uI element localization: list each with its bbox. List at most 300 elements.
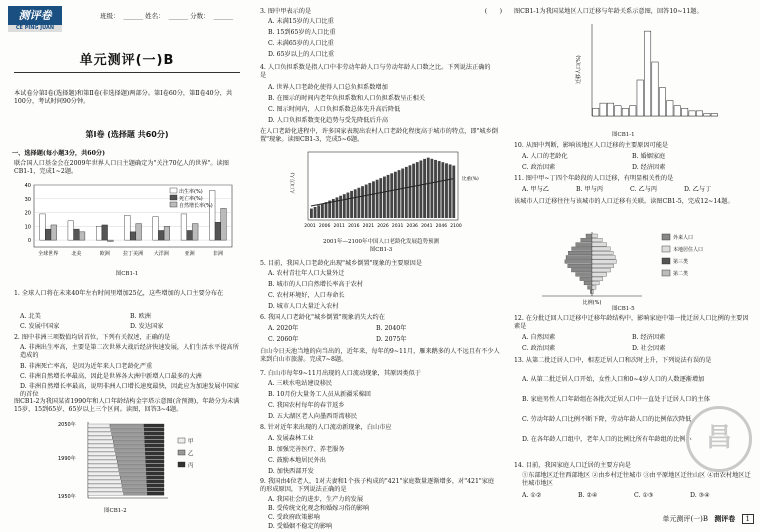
age-band: [88, 436, 112, 439]
legend-label: 本地居住人口: [673, 247, 704, 253]
legend-label: 乙: [188, 451, 194, 457]
y-tick-label: 40: [24, 183, 31, 189]
age-band: [115, 448, 145, 451]
population-bar: [328, 201, 331, 218]
population-bar: [321, 204, 324, 218]
migration-bar: [681, 108, 687, 116]
population-bar: [361, 186, 364, 218]
bar-出生率: [209, 191, 215, 241]
bar-死亡率: [187, 230, 193, 240]
population-bar: [376, 180, 379, 218]
q14-choices: ①东部地区迁往西部地区 ②由乡村迁往城市 ③由平原地区迁往山区 ④由农村地区迁往城市地区: [522, 472, 751, 488]
population-bar: [372, 181, 375, 218]
header-fields: 班级： ______ 姓名： ______ 分数： ______: [100, 12, 234, 20]
bar-自然增长率: [136, 224, 142, 241]
age-band: [145, 448, 164, 451]
age-band: [145, 436, 164, 439]
q3-stem: 3. 图中甲表示的是: [260, 8, 312, 15]
population-bar: [379, 178, 382, 218]
bar-死亡率: [130, 232, 136, 240]
population-bar: [310, 209, 313, 218]
age-band: [123, 488, 147, 491]
y-tick-label: 0: [27, 238, 31, 245]
age-band: [146, 468, 164, 471]
population-bar: [445, 163, 448, 218]
question-intro: 联合国人口基金会在2009年世界人口日主题确定为"关注70亿人的世界"。读图CB1-1，完成1~2题。: [14, 160, 229, 176]
q12-option-b[interactable]: B. 经济因素: [632, 334, 666, 341]
chart3-caption: 图CB1-3: [369, 247, 393, 253]
population-bar: [394, 172, 397, 218]
age-band: [145, 444, 164, 447]
migration-bar: [615, 106, 621, 116]
bar-自然增长率: [164, 226, 170, 240]
pyramid-bar-left: [584, 281, 592, 285]
q9-stem: 9. 我国由4位老人、1对夫妻和1个孩子构成的"421"家庭数量逐渐增多，对"421"家庭的形成原因，下列说法正确的是: [260, 478, 495, 494]
q2-option-d[interactable]: D. 非洲自然增长率最高，说明非洲人口增长速度最快，因此应为加速发展中国家的首位: [20, 383, 240, 399]
age-band: [144, 432, 164, 435]
q14-option-b[interactable]: B. ②④: [578, 492, 598, 499]
age-band: [88, 472, 120, 475]
age-band: [116, 456, 145, 459]
q12-option-d[interactable]: D. 社会因素: [632, 345, 666, 352]
q10-option-b[interactable]: B. 婚姻家庭: [632, 153, 666, 160]
bar-出生率: [40, 214, 46, 240]
x-tick-label: 拉丁美洲: [122, 251, 144, 257]
legend-swatch: [662, 270, 670, 276]
population-bar: [383, 177, 386, 218]
population-bar: [317, 205, 320, 218]
bar-出生率: [153, 217, 159, 240]
x-tick-label: 欧洲: [99, 251, 110, 257]
q13-option-b[interactable]: B. 家庭男性人口年龄组在各批次迁居人口中一直处于迁居人口的主体: [522, 396, 710, 403]
q10-option-d[interactable]: D. 经济因素: [632, 164, 666, 171]
title-divider: [14, 72, 240, 73]
pyramid-bar-left: [586, 234, 592, 238]
q6-option-d[interactable]: D. 2075年: [376, 336, 407, 343]
q2-option-a[interactable]: A. 非洲出生率高，主要是第二次世界大战后经济快速发展，人们生活水平提高所造成的: [20, 344, 239, 360]
migration-bar: [593, 108, 599, 116]
q9-option-a[interactable]: A. 我国社会的进步，生产力的发展: [268, 496, 364, 503]
age-band: [113, 440, 145, 443]
bar-死亡率: [158, 230, 164, 240]
migration-bar: [644, 31, 650, 116]
pyramid-bar-right: [592, 264, 614, 268]
q3-option-c[interactable]: C. 未满65岁的人口比重: [268, 40, 334, 47]
age-band: [88, 480, 121, 483]
x-tick-label: 2031: [391, 224, 404, 229]
x-tick-label: 2100: [450, 224, 462, 229]
pyramid-bar-left: [588, 286, 592, 290]
q8-option-d[interactable]: D. 加快西部开发: [268, 468, 314, 475]
q2-option-c[interactable]: C. 非洲自然增长率最高，因此是世界各大洲中新增人口最多的大洲: [20, 373, 202, 380]
chart2-caption: 图CB1-2: [104, 508, 127, 514]
answer-blank[interactable]: ( ): [484, 8, 502, 15]
legend-label: 第二类: [673, 271, 689, 277]
population-bar: [452, 166, 455, 218]
q13-option-d[interactable]: D. 在各年龄人口组中，老年人口的比例比所有年龄组的比例小: [522, 436, 692, 443]
x-tick-label: 2036: [406, 224, 418, 229]
q5-option-b[interactable]: B. 城市的人口自然增长率高于农村: [268, 281, 364, 288]
age-band: [147, 484, 164, 487]
class-field[interactable]: 班级：: [100, 12, 120, 20]
x-tick-label: 2011: [333, 224, 345, 229]
q10-option-c[interactable]: C. 政治因素: [522, 164, 556, 171]
q14-option-c[interactable]: C. ①③: [634, 492, 654, 499]
age-band: [88, 464, 118, 467]
q6-stem: 6. 我国人口老龄化"城乡倒置"现象消失大约在: [260, 314, 385, 321]
age-band: [117, 460, 146, 463]
pyramid-bar-left: [566, 256, 592, 260]
age-band: [144, 424, 164, 427]
q10-option-a[interactable]: A. 人口的老龄化: [522, 153, 568, 160]
q1-option-b[interactable]: B. 欧洲: [130, 313, 151, 320]
legend-swatch: [662, 234, 670, 240]
population-bar: [420, 160, 423, 218]
age-band: [147, 476, 164, 479]
x-tick-label: 2016: [348, 224, 360, 229]
age-band: [110, 424, 144, 427]
x-tick-label: 2021: [362, 224, 375, 229]
q13-stem: 13. 从第二批迁居人口中，相差迁居人口和次时上升，下列说法有误的是: [514, 357, 712, 364]
population-bar: [449, 164, 452, 218]
age-band: [147, 480, 164, 483]
age-band: [147, 488, 164, 491]
population-bar: [390, 173, 393, 218]
section-title: 第Ⅰ卷 (选择题 共60分): [85, 130, 169, 139]
pyramid-bar-right: [592, 273, 607, 277]
q11-stem: 11. 图中甲~丁四个年龄段的人口迁移，有明显相关性的是: [514, 175, 674, 182]
age-band: [146, 460, 164, 463]
logo-text: 测评卷: [8, 6, 62, 25]
q13-option-a[interactable]: A. 从第二批迁居人口开始，女性人口和0~4岁人口的人数逐渐增加: [522, 376, 705, 383]
name-field[interactable]: 姓名：: [145, 12, 165, 20]
q9-option-c[interactable]: C. 受政府政策影响: [268, 514, 320, 521]
age-band: [120, 472, 147, 475]
q9-option-d[interactable]: D. 受婚姻不稳定的影响: [268, 523, 333, 530]
year-label: 1950年: [58, 494, 76, 500]
q8-option-c[interactable]: C. 鼓励本地居民外出: [268, 457, 326, 464]
pyramid-bar-left: [581, 238, 592, 242]
age-band: [88, 468, 119, 471]
pyramid-bar-left: [576, 243, 592, 247]
migration-bar: [652, 62, 658, 116]
population-bar: [368, 183, 371, 218]
y2-axis-label: 比重(%): [462, 177, 479, 182]
age-band: [88, 456, 116, 459]
age-band: [88, 428, 111, 431]
migration-bar: [630, 106, 636, 116]
bar-自然增长率: [108, 240, 114, 241]
population-bar: [434, 160, 437, 218]
part-title: 一、选择题(每小题3分，共60分): [12, 150, 106, 157]
chart-caption: 图CB1-1: [115, 271, 139, 277]
population-bar: [343, 194, 346, 218]
age-band: [147, 492, 164, 495]
age-band: [124, 492, 148, 495]
age-band: [88, 484, 122, 487]
pyramid-bar-left: [572, 247, 592, 251]
age-band: [146, 464, 164, 467]
age-band: [111, 428, 144, 431]
bar-自然增长率: [192, 224, 198, 241]
pyramid-bar-right: [592, 277, 603, 281]
q7-stem: 7. 白山市每年9~11月出现的人口流动现象，其原因类似于: [260, 370, 421, 377]
migration-bar: [637, 80, 643, 116]
bar-自然增长率: [221, 208, 227, 240]
year-label: 2050年: [58, 422, 76, 428]
age-band: [116, 452, 146, 455]
age-band: [121, 480, 147, 483]
q6-option-a[interactable]: A. 2020年: [268, 325, 299, 332]
bar-出生率: [96, 226, 102, 240]
bar-死亡率: [102, 225, 108, 240]
x-tick-label: 非洲: [212, 251, 223, 257]
legend-label: 出生率(%): [179, 189, 203, 195]
pyramid-bar-right: [592, 256, 615, 260]
age-band: [112, 436, 144, 439]
migration-bar: [659, 88, 665, 116]
age-band: [122, 484, 147, 487]
q1-option-a[interactable]: A. 北美: [20, 313, 41, 320]
age-band: [88, 440, 113, 443]
q5-stem: 5. 目前，我国人口老龄化出现"城乡倒置"现象的主要原因是: [260, 260, 423, 267]
bar-死亡率: [215, 222, 221, 240]
migration-bar: [622, 108, 628, 116]
y-tick-label: 10: [24, 224, 31, 231]
x-tick-label: 2006: [318, 224, 331, 229]
age-band: [146, 456, 164, 459]
legend-label: 第三类: [673, 259, 689, 265]
x-tick-label: 2001: [304, 224, 316, 229]
q7-option-c[interactable]: C. 我国农村每年的春节返乡: [268, 402, 345, 409]
x-tick-label: 北美: [71, 251, 82, 257]
age-band: [88, 488, 123, 491]
age-band: [118, 464, 146, 467]
q1-option-d[interactable]: D. 发达国家: [130, 323, 164, 330]
footer-title: 单元测评(一)B: [662, 515, 709, 523]
chart4-caption: 图CB1-1: [612, 132, 635, 138]
legend-label: 甲: [188, 439, 194, 445]
chart-cb1-2: [58, 418, 208, 508]
legend-swatch: [662, 246, 670, 252]
column-left: [4, 0, 250, 532]
logo-subtext: CE PING JUAN: [15, 25, 55, 31]
pyramid-bar-left: [568, 251, 592, 255]
population-bar: [405, 167, 408, 218]
pyramid-bar-right: [592, 238, 602, 242]
pyramid-bar-left: [568, 264, 592, 268]
q2-stem: 2. 图中非洲三项数值均居首位，下列有关叙述，正确的是: [14, 334, 171, 341]
population-bar: [416, 162, 419, 218]
q14-stem: 14. 目前，我国家庭人口迁居的主要方向是: [514, 462, 631, 469]
pyramid-bar-left: [580, 277, 592, 281]
legend-label: 死亡率(%): [179, 196, 203, 202]
page-number: 1: [742, 514, 754, 524]
bar-自然增长率: [51, 225, 57, 240]
footer-brand: 测评卷: [714, 514, 736, 523]
age-band: [88, 476, 120, 479]
legend-swatch: [178, 438, 185, 443]
pyramid-bar-right: [592, 286, 596, 290]
population-bar: [430, 159, 433, 218]
q3-option-d[interactable]: D. 65岁以上的人口比重: [268, 51, 335, 58]
legend-label: 丙: [188, 463, 194, 469]
age-band: [114, 444, 145, 447]
population-bar: [347, 193, 350, 218]
age-band: [119, 468, 146, 471]
q14-option-a[interactable]: A. ①②: [522, 492, 542, 499]
population-bar: [325, 202, 328, 218]
population-bar: [409, 165, 412, 218]
bar-自然增长率: [79, 232, 85, 240]
page-footer: [662, 514, 754, 524]
age-band: [88, 432, 112, 435]
pyramid-bar-right: [592, 243, 607, 247]
population-bar: [354, 189, 357, 218]
q4-option-b[interactable]: B. 在图示的时间内老年负担系数和人口负担系数呈正相关: [268, 95, 425, 102]
y-axis-label: 迁移人口(%): [576, 55, 582, 84]
chart-cb1-1: [12, 183, 234, 267]
q12-option-a[interactable]: A. 自然因素: [522, 334, 556, 341]
bar-出生率: [181, 214, 187, 240]
legend-swatch: [178, 462, 185, 467]
q2-option-b[interactable]: B. 非洲死亡率高，是因为近年来人口老龄化严重: [20, 363, 153, 370]
chart5-caption: 图CB1-5: [612, 306, 635, 312]
q1-stem: 1. 全球人口将在未来40年左右时间里增加25亿，这些增加的人口主要分布在: [14, 290, 224, 297]
population-bar: [412, 164, 415, 218]
q4-stem: 4. 人口负担系数是指人口中非劳动年龄人口与劳动年龄人口数之比。下列说法正确的是: [260, 64, 491, 80]
legend-swatch: [170, 195, 177, 200]
migration-bar: [600, 103, 606, 116]
q3-option-b[interactable]: B. 15到65岁的人口比重: [268, 29, 336, 36]
age-band: [112, 432, 145, 435]
q7-option-d[interactable]: D. 五大湖区老人向墨西哥湾移民: [268, 413, 358, 420]
bar-出生率: [68, 221, 74, 240]
legend-swatch: [170, 202, 177, 207]
year-label: 1990年: [58, 456, 76, 462]
age-band: [145, 452, 164, 455]
q11-option-c[interactable]: C. 乙与丙: [630, 186, 658, 193]
age-band: [120, 476, 146, 479]
population-bar: [423, 159, 426, 218]
migration-bar: [704, 113, 710, 116]
bar-出生率: [125, 215, 131, 240]
q8-option-b[interactable]: B. 加强完善医疗、养老服务: [268, 446, 345, 453]
pyramid-bar-right: [592, 260, 616, 264]
q6-option-b[interactable]: B. 2040年: [376, 325, 407, 332]
chart-cb1-3: [286, 150, 486, 240]
migration-bar: [696, 111, 702, 116]
q4-option-a[interactable]: A. 世界人口老龄化使得人口总负担系数增加: [268, 84, 388, 91]
migration-bar: [667, 101, 673, 116]
q9-option-b[interactable]: B. 受传统文化观念和婚嫁习俗的影响: [268, 505, 370, 512]
population-bar: [314, 207, 317, 218]
score-field[interactable]: 分数：: [190, 12, 210, 20]
pyramid-bar-left: [576, 273, 592, 277]
q4-option-c[interactable]: C. 图示时间内，人口负担系数总体先升高后降低: [268, 106, 401, 113]
q7-option-b[interactable]: B. 10月份大量务工人员从新疆采棉回: [268, 391, 371, 398]
migration-bar: [689, 111, 695, 116]
x-tick-label: 亚洲: [184, 251, 195, 257]
population-bar: [339, 196, 342, 218]
q13-option-c[interactable]: C. 劳动年龄人口比例不断下降，劳动年龄人口的比例依次降低: [522, 416, 692, 423]
q5-option-c[interactable]: C. 农村环境好，人口寿命长: [268, 292, 345, 299]
q3-intro: 图CB1-2为我国某省1990年和人口年龄结构金字塔示意图(含预测)，年龄分为未满15岁、15到65岁、65岁以上三个区间。读图，回答3~4题。: [14, 398, 240, 414]
q7-intro: 白山今日天池当地的向当出的，近年来，每年的9~11月，雁来鹅多的人不远且有不少人来到白山市旅游。完成7~8题。: [260, 348, 500, 364]
q11-option-a[interactable]: A. 甲与乙: [522, 186, 549, 193]
pyramid-bar-right: [592, 281, 599, 285]
legend-swatch: [662, 258, 670, 264]
pyramid-bar-left: [571, 268, 592, 272]
age-band: [88, 492, 124, 495]
q12-stem: 12. 在分批迁回人口迁移中迁移年龄结构中，影响家庭中第一批迁居人口比例的主要因素是: [514, 315, 749, 331]
x-axis-label: 比例(%): [582, 300, 602, 306]
pyramid-bar-left: [590, 290, 592, 294]
y-tick-label: 20: [24, 210, 31, 217]
q5-option-a[interactable]: A. 农村青壮年人口大量外迁: [268, 270, 345, 277]
q12-intro: 该城市人口迁移往往与该城市的人口迁移有关联。读图CB1-5，完成12~14题。: [514, 198, 734, 205]
column-middle: [256, 0, 506, 532]
legend-label: 外来人口: [673, 235, 694, 241]
q1-option-c[interactable]: C. 发展中国家: [20, 323, 60, 330]
population-bar: [401, 169, 404, 219]
age-band: [145, 440, 164, 443]
pyramid-bar-right: [592, 247, 610, 251]
q5-option-d[interactable]: D. 城市人口大量迁入农村: [268, 303, 339, 310]
q8-option-a[interactable]: A. 发展森林工业: [268, 435, 314, 442]
age-band: [88, 448, 115, 451]
population-bar: [350, 191, 353, 218]
population-bar: [365, 185, 368, 218]
chart4-intro: 图CB1-1为我国某地区人口迁移与年龄关系示意图，回答10~11题。: [514, 8, 703, 15]
q12-option-c[interactable]: C. 政治因素: [522, 345, 556, 352]
pyramid-bar-right: [592, 268, 611, 272]
population-bar: [398, 170, 401, 218]
q8-stem: 8. 针对近年来出现的人口流动新现象，白山市应: [260, 424, 392, 431]
bar-死亡率: [45, 229, 51, 240]
pyramid-bar-right: [592, 251, 613, 255]
x-tick-label: 2041: [421, 224, 433, 229]
migration-bar: [674, 106, 680, 116]
age-band: [144, 428, 164, 431]
q5-intro: 在人口老龄化进程中，许多国家表现出农村人口老龄化程度高于城市的特点，即"城乡倒置"现象。读图CB1-3，完成5~6题。: [260, 128, 498, 144]
q14-option-d[interactable]: D. ③④: [690, 492, 710, 499]
x-tick-label: 2026: [377, 224, 389, 229]
x-tick-label: 大洋洲: [153, 251, 169, 257]
q4-option-d[interactable]: D. 人口负担系数变化趋势与受先降低后升高: [268, 117, 389, 124]
chart3-note: 2001年—2100年中国人口老龄化发展趋势预测: [323, 239, 439, 245]
pyramid-bar-right: [592, 234, 597, 238]
q11-option-d[interactable]: D. 乙与丁: [684, 186, 712, 193]
school-seal: 昌: [686, 406, 752, 472]
logo: [8, 6, 62, 32]
population-bar: [441, 162, 444, 218]
q6-option-c[interactable]: C. 2060年: [268, 336, 299, 343]
page-title: 单元测评(一)B: [79, 53, 175, 68]
population-bar: [357, 188, 360, 218]
x-tick-label: 2046: [435, 224, 448, 229]
q7-option-a[interactable]: A. 三峡水电站建设移民: [268, 380, 333, 387]
legend-swatch: [178, 450, 185, 455]
age-band: [88, 444, 114, 447]
q3-option-a[interactable]: A. 未满15岁的人口比重: [268, 18, 334, 25]
x-tick-label: 全球世界: [38, 251, 59, 257]
q11-option-b[interactable]: B. 甲与丙: [576, 186, 604, 193]
age-band: [88, 452, 116, 455]
migration-bar: [711, 113, 717, 116]
population-bar: [438, 161, 441, 218]
y-axis-label: 人口(万人): [291, 172, 296, 194]
